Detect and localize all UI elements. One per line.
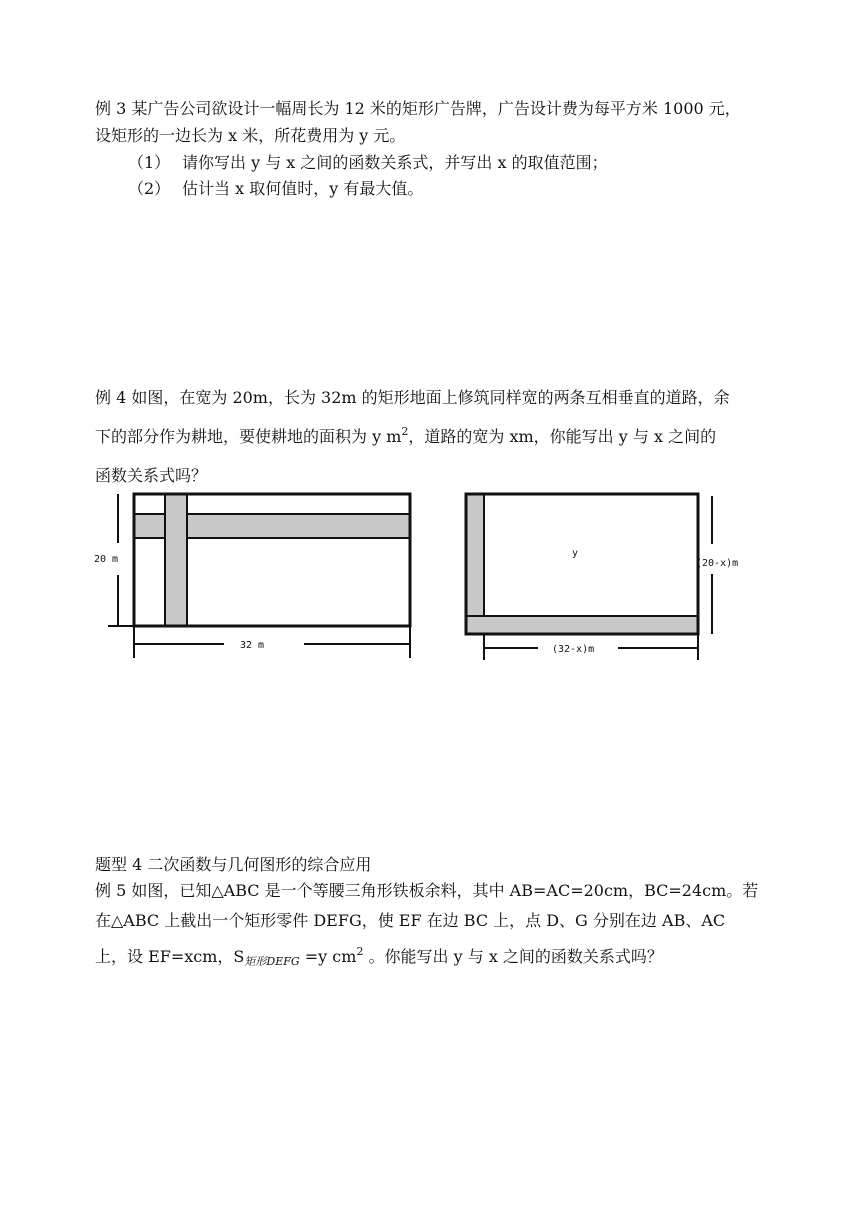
field-width-label: 20 m — [94, 554, 119, 565]
bottom-road — [466, 616, 698, 634]
ex3-line-2: 设矩形的一边长为 x 米，所花费用为 y 元。 — [95, 126, 406, 145]
left-road — [466, 494, 484, 634]
ex5-line-3-part-c: 。你能写出 y 与 x 之间的函数关系式吗？ — [363, 947, 663, 966]
ex5-superscript: 2 — [356, 945, 364, 958]
field-outline-2 — [466, 494, 698, 634]
ex4-line-2-part-b: ，道路的宽为 xm，你能写出 y 与 x 之间的 — [408, 427, 717, 446]
figure-rearranged-field — [458, 488, 760, 662]
ex5-line-3 — [95, 944, 663, 969]
section-title: 题型 4 二次函数与几何图形的综合应用 — [95, 855, 372, 874]
ex5-line-3-part-b: =y cm — [299, 947, 357, 966]
ex5-line-2: 在△ABC 上截出一个矩形零件 DEFG，使 EF 在边 BC 上，点 D、G 分别在边 AB、AC — [95, 911, 726, 930]
ex3-q2-text: 估计当 x 取何值时，y 有最大值。 — [182, 179, 424, 198]
ex3-q2-number: （2） — [128, 179, 171, 198]
ex5-subscript: 矩形DEFG — [244, 955, 300, 968]
farmland-area-label: y — [572, 548, 579, 559]
field-length-label: 32 m — [240, 640, 265, 651]
ex4-line-2 — [95, 424, 716, 447]
ex5-line-1: 例 5 如图，已知△ABC 是一个等腰三角形铁板余料，其中 AB=AC=20cm，BC=24cm。若 — [95, 881, 759, 900]
farmland-height-label: (20-x)m — [696, 558, 739, 569]
ex3-q1-text: 请你写出 y 与 x 之间的函数关系式，并写出 x 的取值范围； — [182, 153, 608, 172]
figure-field-with-roads — [88, 488, 418, 658]
ex4-line-2-part-a: 下的部分作为耕地，要使耕地的面积为 y m — [95, 427, 402, 446]
ex4-line-3: 函数关系式吗？ — [95, 466, 208, 485]
vertical-road — [165, 494, 187, 626]
ex3-q1-number: （1） — [128, 153, 171, 172]
ex5-line-3-part-a: 上，设 EF=xcm，S — [95, 947, 245, 966]
farmland-width-label: (32-x)m — [552, 644, 595, 655]
ex4-superscript: 2 — [401, 425, 409, 438]
ex4-line-1: 例 4 如图，在宽为 20m，长为 32m 的矩形地面上修筑同样宽的两条互相垂直的道路，余 — [95, 388, 730, 407]
ex3-line-1: 例 3 某广告公司欲设计一幅周长为 12 米的矩形广告牌，广告设计费为每平方米 1000 元， — [95, 99, 741, 118]
